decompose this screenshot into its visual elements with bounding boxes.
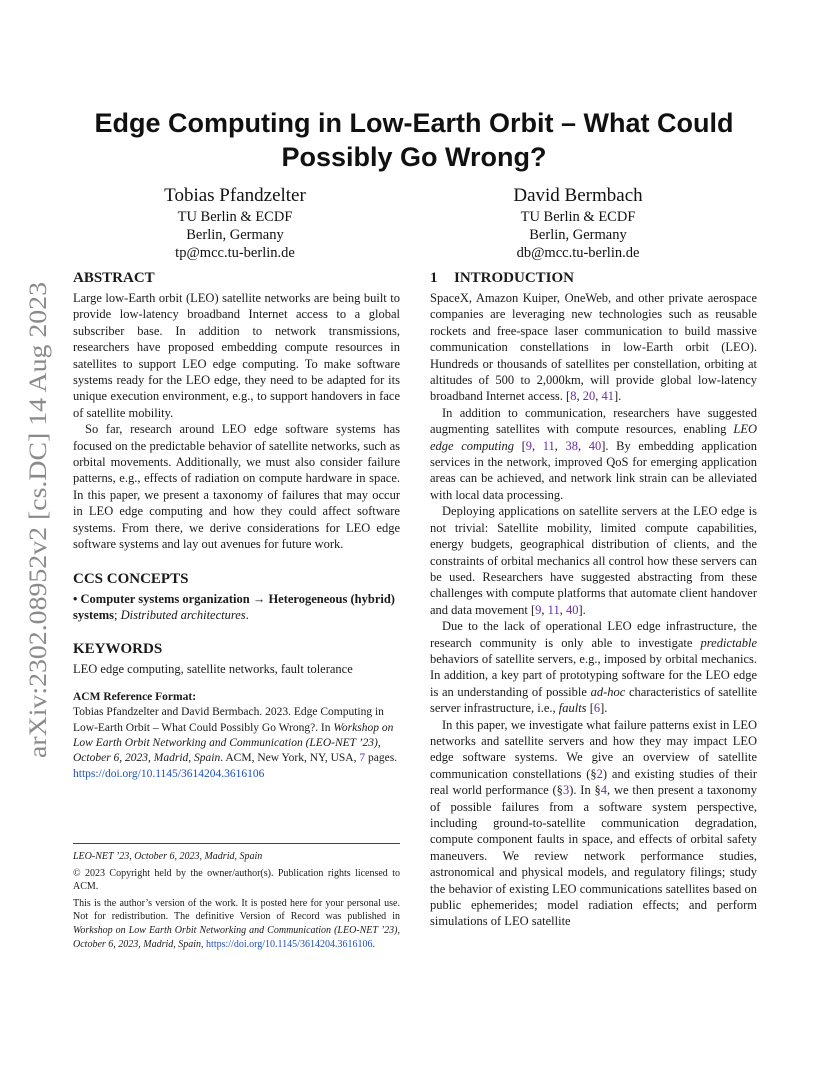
footnote-part: .: [372, 938, 375, 950]
intro-text: ]. By embedding application services in the network, improved QoS for emerging application areas can be achieved, and network link strain can be alleviated with local data processing.: [430, 438, 758, 502]
citation-link[interactable]: 20: [582, 389, 596, 404]
intro-paragraph-4: [430, 618, 757, 716]
author-block-2: [418, 184, 738, 262]
abstract-heading: ABSTRACT: [73, 270, 155, 286]
abstract-paragraph-2: So far, research around LEO edge software systems has focused on the predictable behavior of satellite networks, such as orbital movements. Additionally, we must also consider failure patterns, e.g., effects of radiation on compute hardware in space. In this paper, we present a taxonomy of failures that may occur in LEO edge computing and how they could affect software systems. From there, we derive considerations for LEO edge software systems and lay out avenues for future work.: [73, 422, 400, 552]
footnote-venue-text: LEO-NET ’23, October 6, 2023, Madrid, Spain: [73, 851, 263, 862]
footnote-venue: [73, 850, 400, 864]
section-link[interactable]: 4: [600, 783, 608, 798]
intro-emphasis: predictable: [700, 635, 757, 650]
author-email[interactable]: tp@mcc.tu-berlin.de: [175, 245, 295, 261]
footnote-venue-italic: Workshop on Low Earth Orbit Networking and Communication (LEO-NET ’23), October 6, 2023, Madrid, Spain: [73, 924, 400, 950]
intro-text: Due to the lack of operational LEO edge infrastructure, the research community is only able to investigate: [430, 619, 757, 650]
acm-ref-pages-link[interactable]: 7: [359, 752, 366, 765]
introduction-heading: [430, 268, 757, 288]
citation-link[interactable]: 38: [565, 438, 579, 453]
intro-emphasis: LEO edge computing: [430, 422, 757, 453]
intro-text: Deploying applications on satellite servers at the LEO edge is not trivial: Satellite mobility, limited compute capabilities, energy budgets, geographical distribution of clients, and the constraints of orbital mechanics all control how these servers can be used. Researchers have suggested abstracting from these challenges with compute platforms that automate client handover and data movement [: [430, 504, 757, 617]
citation-link[interactable]: 40: [588, 438, 602, 453]
citation-link[interactable]: 9: [535, 602, 542, 617]
acm-ref-doi-link[interactable]: https://doi.org/10.1145/3614204.3616106: [73, 767, 265, 780]
arxiv-stamp: [18, 280, 54, 760]
author-affiliation: TU Berlin & ECDF: [520, 209, 636, 225]
left-column: [73, 268, 400, 782]
citation-link[interactable]: 11: [542, 438, 555, 453]
citation-link[interactable]: 11: [547, 602, 560, 617]
section-link[interactable]: 2: [596, 766, 603, 781]
author-affiliation: TU Berlin & ECDF: [177, 209, 293, 225]
citation-link[interactable]: 41: [601, 389, 614, 404]
intro-text: SpaceX, Amazon Kuiper, OneWeb, and other private aerospace companies are leveraging new technologies such as reusable rockets and free-space laser communication to build massive communication constellations in low-Earth orbit (LEO). Hundreds or thousands of satellites per constellation, orbiting at altitudes of 500 to 2,000km, will provide global low-latency broadband Internet access. [: [430, 291, 757, 404]
arxiv-stamp-text: arXiv:2302.08952v2 [cs.DC] 14 Aug 2023: [25, 330, 52, 758]
footnote-part: ,: [201, 938, 207, 950]
footnote-copyright: © 2023 Copyright held by the owner/author(s). Publication rights licensed to ACM.: [73, 867, 400, 893]
ccs-heading: CCS CONCEPTS: [73, 570, 189, 587]
ccs-end: .: [245, 607, 249, 622]
intro-text: ). In §: [569, 783, 601, 798]
intro-text: , we then present a taxonomy of possible failures from a software system perspective, including ground-to-satellite communication degradation, compute component faults in space, and effects of orbital safety maneuvers. We review network performance studies, astronomical and physical models, and regulatory filings; study the behavior of existing LEO communications satellites based on public ephemerides; model radiation effects; and perform simulations of LEO satellite: [430, 783, 758, 929]
author-name: David Bermbach: [513, 185, 643, 206]
keywords-heading: KEYWORDS: [73, 641, 163, 658]
ccs-separator: ;: [113, 607, 121, 622]
intro-text: behaviors of satellite servers, e.g., imposed by orbital mechanics. In addition, a key part of prototyping software for the LEO edge is an understanding of possible: [430, 651, 757, 699]
intro-text: ].: [578, 602, 586, 617]
citation-link[interactable]: 40: [565, 602, 579, 617]
intro-paragraph-1: SpaceX, Amazon Kuiper, OneWeb, and other private aerospace companies are leveraging new technologies such as reusable rockets and free-space laser communication to build massive communication constellations in low-Earth orbit (LEO). Hundreds or thousands of satellites per constellation, orbiting at altitudes of 500 to 2,000km, will provide global low-latency broadband Internet access. [8, 20, 41].: [430, 291, 757, 404]
citation-link[interactable]: 8: [570, 389, 577, 404]
acm-ref-part: . ACM, New York, NY, USA,: [220, 752, 360, 765]
footnote-part: This is the author’s version of the work. It is posted here for your personal use. Not for redistribution. The definitive Version of Record was published in: [73, 897, 400, 923]
footnote-note: [73, 897, 400, 951]
section-link[interactable]: 3: [562, 783, 570, 798]
acm-ref-text: [73, 705, 400, 782]
keywords-text: LEO edge computing, satellite networks, fault tolerance: [73, 662, 353, 677]
intro-paragraph-3: Deploying applications on satellite servers at the LEO edge is not trivial: Satellite mobility, limited compute capabilities, energy budgets, geographical distribution of clients, and the constraints of orbital mechanics all control how these servers can be used. Researchers have suggested abstracting from these challenges with compute platforms that automate client handover and data movement [9, 11, 40].: [430, 504, 757, 617]
copyright-footnote: [73, 843, 400, 954]
intro-text: [: [513, 438, 526, 453]
intro-text: ].: [613, 389, 622, 404]
acm-reference-format: [73, 690, 400, 782]
acm-ref-part: Tobias Pfandzelter and David Bermbach. 2023. Edge Computing in Low-Earth Orbit – What Could Possibly Go Wrong?. In: [73, 706, 384, 734]
ccs-italic: Distributed architectures: [120, 607, 246, 622]
intro-emphasis: faults: [558, 701, 587, 716]
acm-ref-part: pages.: [365, 752, 398, 765]
intro-text: In addition to communication, researchers have suggested augmenting satellites with compute resources, enabling: [430, 405, 757, 437]
acm-ref-venue: Workshop on Low Earth Orbit Networking and Communication (LEO-NET ’23), October 6, 2023, Madrid, Spain: [73, 721, 394, 765]
intro-emphasis: ad-hoc: [590, 684, 626, 699]
author-block-1: [75, 184, 395, 262]
author-email[interactable]: db@mcc.tu-berlin.de: [516, 245, 640, 261]
section-title: INTRODUCTION: [454, 270, 575, 286]
title-line-2: Possibly Go Wrong?: [281, 142, 547, 172]
footnote-doi-link[interactable]: https://doi.org/10.1145/3614204.3616106: [206, 938, 373, 950]
author-location: Berlin, Germany: [529, 227, 627, 243]
paper-title: [60, 106, 768, 174]
citation-link[interactable]: 6: [593, 701, 601, 716]
footnote-rule: [73, 843, 400, 844]
abstract-paragraph-1: Large low-Earth orbit (LEO) satellite networks are being built to provide low-latency broadband Internet access to a global subscriber base. In addition to network transmissions, researchers have proposed embedding compute resources in satellites to support LEO edge computing. To make software systems ready for the LEO edge, they need to be adapted for its unique execution environment, e.g., to support handovers in face of satellite mobility.: [73, 291, 400, 420]
intro-paragraph-2: In addition to communication, researchers have suggested augmenting satellites with compute resources, enabling LEO edge computing [9, 11, 38, 40]. By embedding application services in the network, improved QoS for emerging application areas can be achieved, and network link strain can be alleviated with local data processing.: [430, 405, 758, 502]
acm-ref-label: ACM Reference Format:: [73, 690, 197, 703]
intro-text: ].: [600, 701, 608, 716]
intro-text: [: [586, 701, 594, 716]
ccs-concepts: [73, 591, 400, 624]
intro-text: ) and existing studies of their real world performance (§: [430, 766, 757, 798]
title-line-1: Edge Computing in Low-Earth Orbit – What Could: [94, 108, 734, 138]
intro-paragraph-5: [430, 717, 757, 930]
intro-text: characteristics of satellite server infrastructure, i.e.,: [430, 684, 758, 716]
right-column: [430, 268, 757, 930]
section-number: 1: [430, 270, 438, 286]
intro-text: In this paper, we investigate what failure patterns exist in LEO networks and satellite servers and how they may impact LEO edge software systems. We give an overview of satellite communication constellations (§: [430, 717, 757, 781]
citation-link[interactable]: 9: [525, 438, 533, 453]
author-location: Berlin, Germany: [186, 227, 284, 243]
author-name: Tobias Pfandzelter: [164, 185, 306, 206]
ccs-bullet: • Computer systems organization → Heterogeneous (hybrid) systems: [73, 591, 395, 622]
